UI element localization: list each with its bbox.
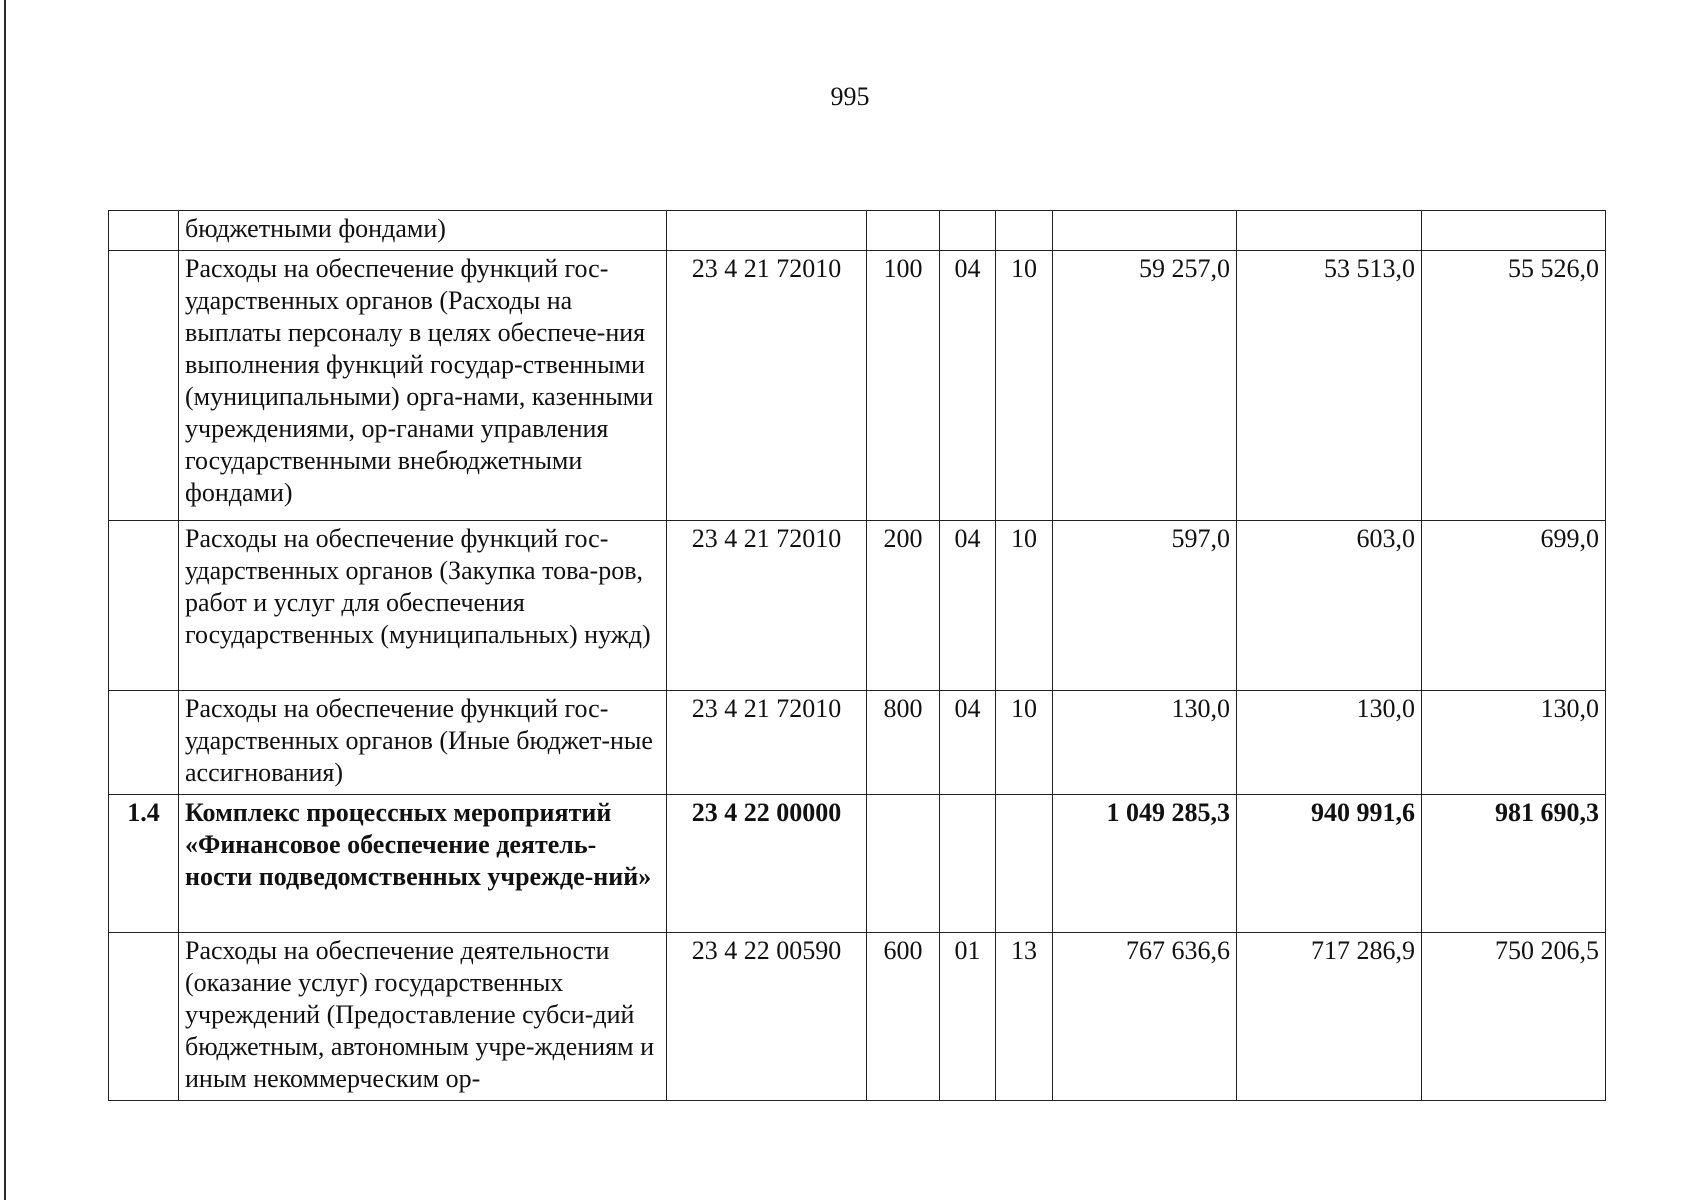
row-target-code [667, 211, 867, 251]
row-amount-year-1: 130,0 [1053, 691, 1237, 795]
row-number [109, 251, 179, 521]
row-expense-type [867, 211, 940, 251]
row-amount-year-1: 59 257,0 [1053, 251, 1237, 521]
table-row [109, 521, 1606, 691]
row-subsection [996, 795, 1053, 933]
row-amount-year-1: 597,0 [1053, 521, 1237, 691]
row-amount-year-2 [1237, 211, 1422, 251]
row-section: 04 [940, 251, 996, 521]
row-target-code: 23 4 21 72010 [667, 691, 867, 795]
row-amount-year-3 [1422, 211, 1606, 251]
row-subsection: 10 [996, 521, 1053, 691]
row-target-code: 23 4 22 00590 [667, 933, 867, 1101]
row-amount-year-3: 750 206,5 [1422, 933, 1606, 1101]
table-row [109, 251, 1606, 521]
row-amount-year-3: 699,0 [1422, 521, 1606, 691]
row-section: 04 [940, 691, 996, 795]
row-amount-year-2: 603,0 [1237, 521, 1422, 691]
budget-table [108, 210, 1606, 1101]
row-amount-year-1: 767 636,6 [1053, 933, 1237, 1101]
page-number: 995 [830, 82, 870, 111]
row-expense-type: 800 [867, 691, 940, 795]
row-amount-year-2: 130,0 [1237, 691, 1422, 795]
row-amount-year-2: 940 991,6 [1237, 795, 1422, 933]
row-description: бюджетными фондами) [179, 211, 667, 251]
table-row [109, 211, 1606, 251]
row-number [109, 933, 179, 1101]
row-target-code: 23 4 21 72010 [667, 251, 867, 521]
table-row [109, 691, 1606, 795]
row-section [940, 795, 996, 933]
row-amount-year-3: 55 526,0 [1422, 251, 1606, 521]
row-description: Расходы на обеспечение функций гос-ударственных органов (Иные бюджет-ные ассигнования) [179, 691, 667, 795]
row-number: 1.4 [109, 795, 179, 933]
row-amount-year-2: 717 286,9 [1237, 933, 1422, 1101]
row-section [940, 211, 996, 251]
row-subsection [996, 211, 1053, 251]
row-amount-year-1: 1 049 285,3 [1053, 795, 1237, 933]
row-target-code: 23 4 21 72010 [667, 521, 867, 691]
row-description: Комплекс процессных мероприятий «Финансовое обеспечение деятель-ности подведомственных учрежде-ний» [179, 795, 667, 933]
row-amount-year-3: 981 690,3 [1422, 795, 1606, 933]
row-expense-type: 100 [867, 251, 940, 521]
row-expense-type [867, 795, 940, 933]
row-expense-type: 200 [867, 521, 940, 691]
row-subsection: 10 [996, 691, 1053, 795]
row-amount-year-1 [1053, 211, 1237, 251]
row-number [109, 691, 179, 795]
row-description: Расходы на обеспечение функций гос-ударственных органов (Закупка това-ров, работ и услуг для обеспечения государственных (муниципальных) нужд) [179, 521, 667, 691]
table-row-section [109, 795, 1606, 933]
row-expense-type: 600 [867, 933, 940, 1101]
row-subsection: 13 [996, 933, 1053, 1101]
row-target-code: 23 4 22 00000 [667, 795, 867, 933]
row-number [109, 211, 179, 251]
row-description: Расходы на обеспечение деятельности (оказание услуг) государственных учреждений (Предоставление субси-дий бюджетным, автономным учре-ждениям и иным некоммерческим ор- [179, 933, 667, 1101]
row-subsection: 10 [996, 251, 1053, 521]
table-row [109, 933, 1606, 1101]
row-amount-year-2: 53 513,0 [1237, 251, 1422, 521]
row-description: Расходы на обеспечение функций гос-ударственных органов (Расходы на выплаты персоналу в целях обеспече-ния выполнения функций государ-ственными (муниципальными) орга-нами, казенными учреждениями, ор-ганами управления государственными внебюджетными фондами) [179, 251, 667, 521]
row-number [109, 521, 179, 691]
row-section: 01 [940, 933, 996, 1101]
page-left-edge [4, 0, 6, 1200]
row-amount-year-3: 130,0 [1422, 691, 1606, 795]
row-section: 04 [940, 521, 996, 691]
